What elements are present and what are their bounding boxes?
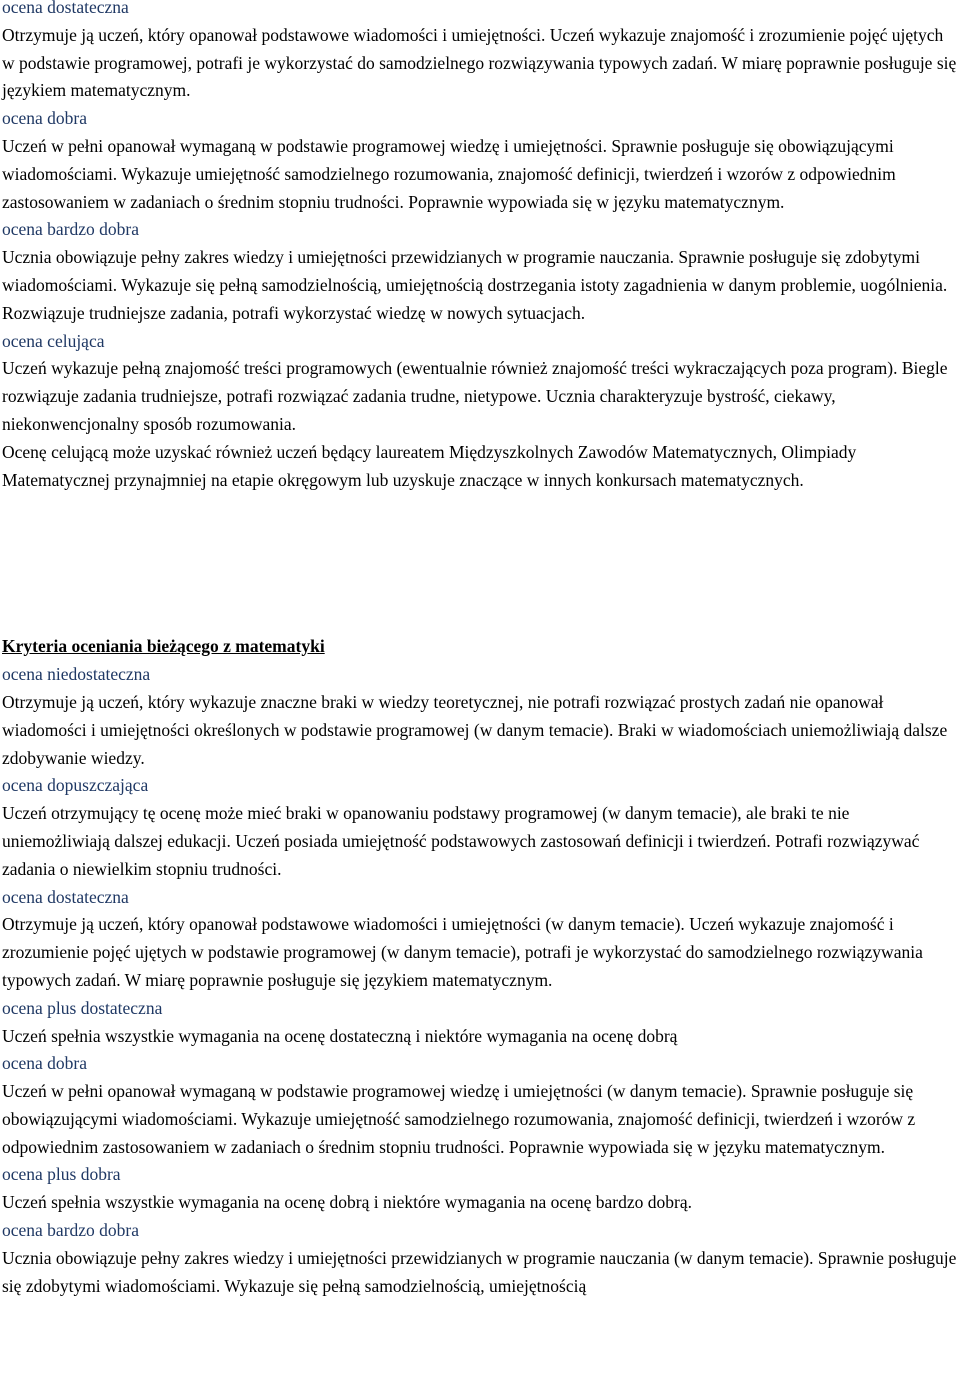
grade-block-niedostateczna xyxy=(2,661,958,772)
grade-description: Otrzymuje ją uczeń, który opanował podstawowe wiadomości i umiejętności. Uczeń wykazuje znajomość i zrozumienie pojęć ujętych w podstawie programowej, potrafi je wykorzystać do samodzielnego rozwiązywania typowych zadań. W miarę poprawnie posługuje się językiem matematycznym. xyxy=(2,24,957,101)
grade-description: Ucznia obowiązuje pełny zakres wiedzy i umiejętności przewidzianych w programie nauczania (w danym temacie). Sprawnie posługuje się zdobytymi wiadomościami. Wykazuje się pełną samodzielnością, umiejętnością xyxy=(2,1247,957,1296)
grade-heading: ocena dopuszczająca xyxy=(2,775,149,796)
grade-description: Uczeń wykazuje pełną znajomość treści programowych (ewentualnie również znajomość treści wykraczających poza program). Biegle rozwiązuje zadania trudniejsze, potrafi rozwiązać zadania trudne, nietypowe. Ucznia charakteryzuje bystrość, ciekawy, niekonwencjonalny sposób rozumowania. xyxy=(2,358,948,434)
grade-heading: ocena niedostateczna xyxy=(2,664,151,685)
grade-description: Uczeń spełnia wszystkie wymagania na ocenę dostateczną i niektóre wymagania na ocenę dobrą xyxy=(2,1025,678,1046)
celujaca-note: Ocenę celującą może uzyskać również uczeń będący laureatem Międzyszkolnych Zawodów Matematycznych, Olimpiady Matematycznej przynajmniej na etapie okręgowym lub uzyskuje znaczące w innych konkursach matematycznych. xyxy=(2,441,857,490)
grade-block-bardzo-dobra xyxy=(2,1217,958,1300)
grade-description: Uczeń w pełni opanował wymaganą w podstawie programowej wiedzę i umiejętności. Sprawnie posługuje się obowiązującymi wiadomościami. Wykazuje umiejętność samodzielnego rozumowania, znajomość definicji, twierdzeń i wzorów z odpowiednim zastosowaniem w zadaniach o średnim stopniu trudności. Poprawnie wypowiada się w języku matematycznym. xyxy=(2,135,896,212)
section-title: Kryteria oceniania bieżącego z matematyki xyxy=(2,636,325,657)
grade-description: Uczeń spełnia wszystkie wymagania na ocenę dobrą i niektóre wymagania na ocenę bardzo dobrą. xyxy=(2,1192,692,1213)
section-spacer xyxy=(2,494,958,633)
grade-block-plus-dobra xyxy=(2,1161,958,1217)
grade-heading: ocena bardzo dobra xyxy=(2,219,140,240)
grade-description: Otrzymuje ją uczeń, który opanował podstawowe wiadomości i umiejętności (w danym temacie). Uczeń wykazuje znajomość i zrozumienie pojęć ujętych w podstawie programowej (w danym temacie), potrafi je wykorzystać do samodzielnego rozwiązywania typowych zadań. W miarę poprawnie posługuje się językiem matematycznym. xyxy=(2,914,923,990)
grade-description: Ucznia obowiązuje pełny zakres wiedzy i umiejętności przewidzianych w programie nauczania. Sprawnie posługuje się zdobytymi wiadomościami. Wykazuje się pełną samodzielnością, umiejętnością dostrzegania istoty zagadnienia w danym problemie, uogólnienia. Rozwiązuje trudniejsze zadania, potrafi wykorzystać wiedzę w nowych sytuacjach. xyxy=(2,247,948,323)
grade-block-plus-dostateczna xyxy=(2,995,958,1051)
grade-heading: ocena dostateczna xyxy=(2,0,129,17)
grade-heading: ocena celująca xyxy=(2,330,105,351)
grade-heading: ocena dostateczna xyxy=(2,886,129,907)
grade-description: Uczeń w pełni opanował wymaganą w podstawie programowej wiedzę i umiejętności (w danym temacie). Sprawnie posługuje się obowiązującymi wiadomościami. Wykazuje umiejętność samodzielnego rozumowania, znajomość definicji, twierdzeń i wzorów z odpowiednim zastosowaniem w zadaniach o średnim stopniu trudności. Poprawnie wypowiada się w języku matematycznym. xyxy=(2,1081,916,1157)
grade-description: Otrzymuje ją uczeń, który wykazuje znaczne braki w wiedzy teoretycznej, nie potrafi rozwiązać prostych zadań nie opanował wiadomości i umiejętności określonych w podstawie programowej (w danym temacie). Braki w wiadomościach uniemożliwiają dalsze zdobywanie wiedzy. xyxy=(2,691,948,768)
grade-heading: ocena plus dostateczna xyxy=(2,997,163,1018)
grade-heading: ocena plus dobra xyxy=(2,1164,121,1185)
grade-block-top-dostateczna xyxy=(2,0,958,105)
grade-block-top-dobra xyxy=(2,105,958,216)
grade-block-dopuszczajaca xyxy=(2,772,958,883)
grade-block-top-celujaca xyxy=(2,328,958,439)
grade-description: Uczeń otrzymujący tę ocenę może mieć braki w opanowaniu podstawy programowej (w danym temacie), ale braki te nie uniemożliwiają dalszej edukacji. Uczeń posiada umiejętność podstawowych zastosowań definicji i twierdzeń. Potrafi rozwiązywać zadania o niewielkim stopniu trudności. xyxy=(2,803,920,879)
document-page xyxy=(2,0,958,1300)
grade-block-top-bardzo-dobra xyxy=(2,216,958,327)
grade-heading: ocena dobra xyxy=(2,1053,88,1074)
grade-block-dostateczna xyxy=(2,884,958,995)
grade-heading: ocena bardzo dobra xyxy=(2,1220,140,1241)
grade-block-dobra xyxy=(2,1050,958,1161)
grade-heading: ocena dobra xyxy=(2,108,88,129)
